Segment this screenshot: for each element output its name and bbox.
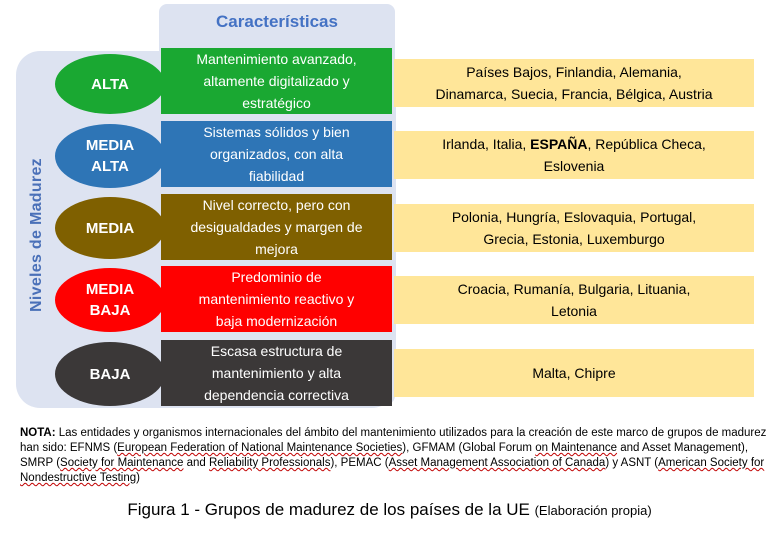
level-baja-description: Escasa estructura de mantenimiento y alta dependencia correctiva [161,340,392,406]
level-media-alta-description: Sistemas sólidos y bien organizados, con alta fiabilidad [161,121,392,187]
level-media-description: Nivel correcto, pero con desigualdades y margen de mejora [161,194,392,260]
level-media-alta-ellipse: MEDIA ALTA [55,124,165,188]
footnote: NOTA: Las entidades y organismos internacionales del ámbito del mantenimiento utilizados para la creación de este marco de grupos de madurez han sido: EFNMS (European Federation of National Maintenance Societies), GFMAM (Global Forum on Maintenance and Asset Management), SMRP (Society for Maintenance and Reliability Professionals), PEMAC (Asset Management Association of Canada) y ASNT (American Society for Nondestructive Testing) [20,427,767,484]
level-media-baja-description: Predominio de mantenimiento reactivo y baja modernización [161,266,392,332]
level-media-baja-ellipse: MEDIA BAJA [55,268,165,332]
characteristics-title: Características [216,12,338,31]
level-media-countries: Polonia, Hungría, Eslovaquia, Portugal, Grecia, Estonia, Luxemburgo [394,204,754,252]
level-alta-countries: Países Bajos, Finlandia, Alemania, Dinamarca, Suecia, Francia, Bélgica, Austria [394,59,754,107]
level-baja-ellipse: BAJA [55,342,165,406]
level-alta-ellipse: ALTA [55,54,165,114]
level-alta-description: Mantenimiento avanzado, altamente digitalizado y estratégico [161,48,392,114]
figure-caption: Figura 1 - Grupos de madurez de los países de la UE (Elaboración propia) [127,500,652,519]
level-baja-countries: Malta, Chipre [394,349,754,397]
maturity-axis-label: Niveles de Madurez [28,158,45,312]
level-media-ellipse: MEDIA [55,197,165,259]
level-media-baja-countries: Croacia, Rumanía, Bulgaria, Lituania, Letonia [394,276,754,324]
level-media-alta-countries: Irlanda, Italia, ESPAÑA, República Checa, Eslovenia [394,131,754,179]
